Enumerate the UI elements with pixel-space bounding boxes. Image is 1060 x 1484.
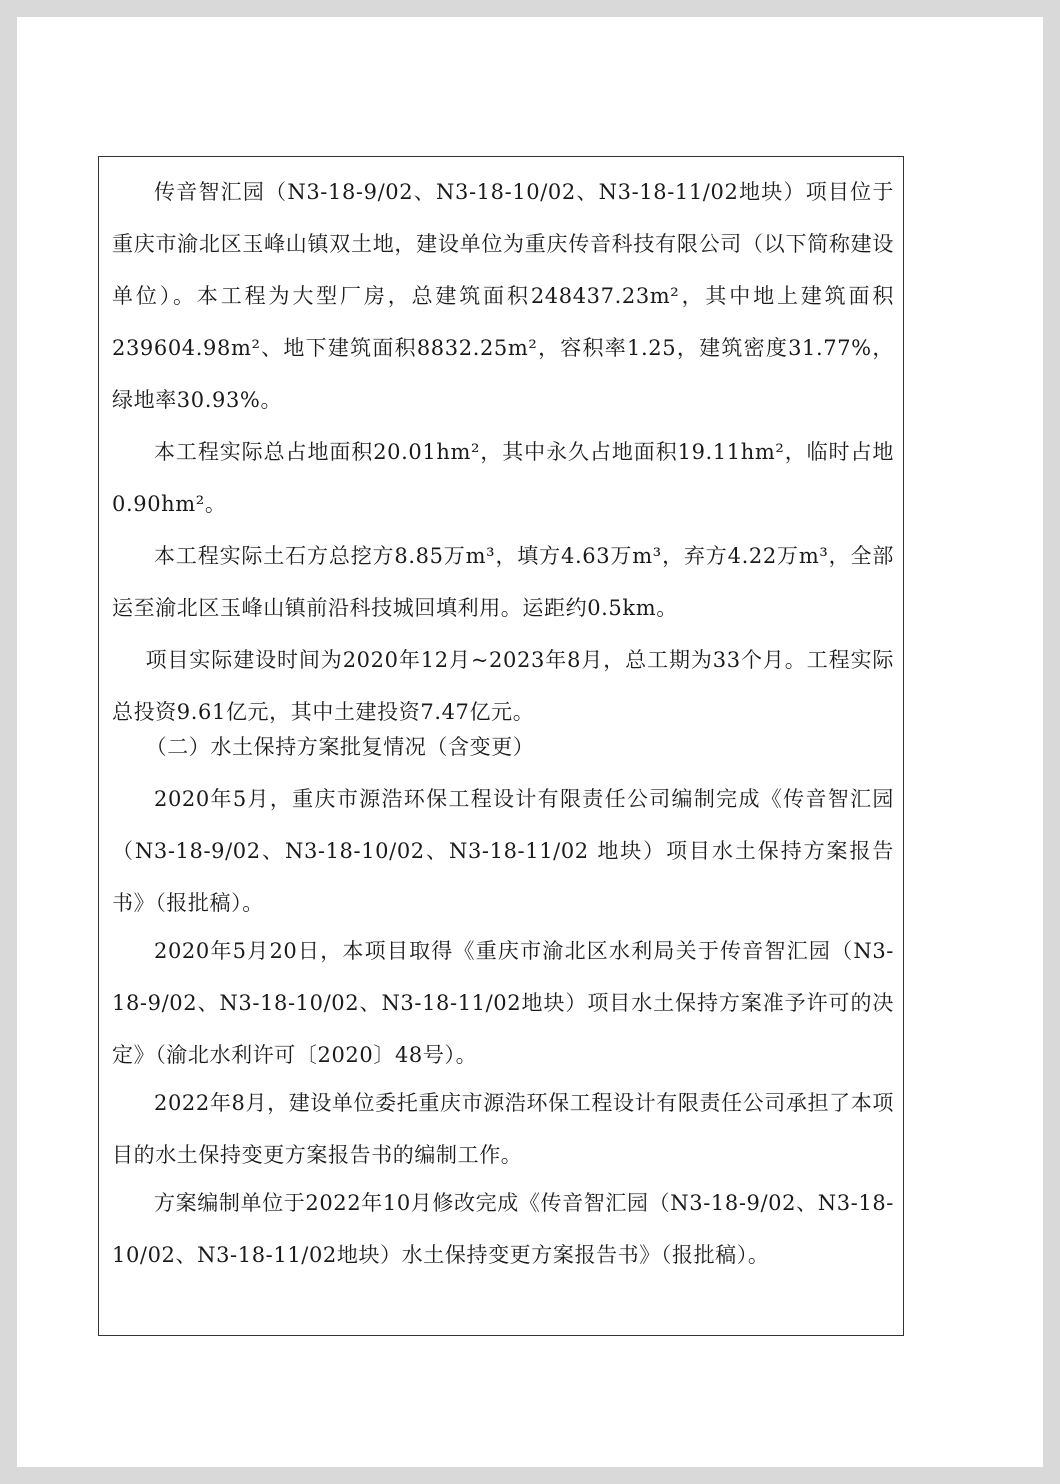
earthwork-paragraph: 本工程实际土石方总挖方8.85万m³，填方4.63万m³，弃方4.22万m³，全部运至渝北区玉峰山镇前沿科技城回填利用。运距约0.5km。 xyxy=(112,544,894,620)
change-commission-paragraph: 2022年8月，建设单位委托重庆市源浩环保工程设计有限责任公司承担了本项目的水土保持变更方案报告书的编制工作。 xyxy=(112,1091,894,1167)
project-overview-paragraph: 传音智汇园（N3-18-9/02、N3-18-10/02、N3-18-11/02地块）项目位于重庆市渝北区玉峰山镇双土地，建设单位为重庆传音科技有限公司（以下简称建设单位）。本工程为大型厂房，总建筑面积248437.23m²，其中地上建筑面积239604.98m²、地下建筑面积8832.25m²，容积率1.25，建筑密度31.77%，绿地率30.93%。 xyxy=(112,180,894,412)
schedule-investment-paragraph: 项目实际建设时间为2020年12月~2023年8月，总工期为33个月。工程实际总投资9.61亿元，其中土建投资7.47亿元。 xyxy=(112,648,894,724)
land-area-paragraph: 本工程实际总占地面积20.01hm²，其中永久占地面积19.11hm²，临时占地0.90hm²。 xyxy=(112,440,894,516)
section-heading: （二）水土保持方案批复情况（含变更） xyxy=(145,735,535,759)
plan-compilation-paragraph: 2020年5月，重庆市源浩环保工程设计有限责任公司编制完成《传音智汇园（N3-18-9/02、N3-18-10/02、N3-18-11/02 地块）项目水土保持方案报告书》（报批稿）。 xyxy=(112,787,894,915)
revision-completion-paragraph: 方案编制单位于2022年10月修改完成《传音智汇园（N3-18-9/02、N3-18-10/02、N3-18-11/02地块）水土保持变更方案报告书》（报批稿）。 xyxy=(112,1191,894,1267)
approval-paragraph: 2020年5月20日，本项目取得《重庆市渝北区水利局关于传音智汇园（N3-18-9/02、N3-18-10/02、N3-18-11/02地块）项目水土保持方案准予许可的决定》（渝北水利许可〔2020〕48号）。 xyxy=(112,939,894,1067)
